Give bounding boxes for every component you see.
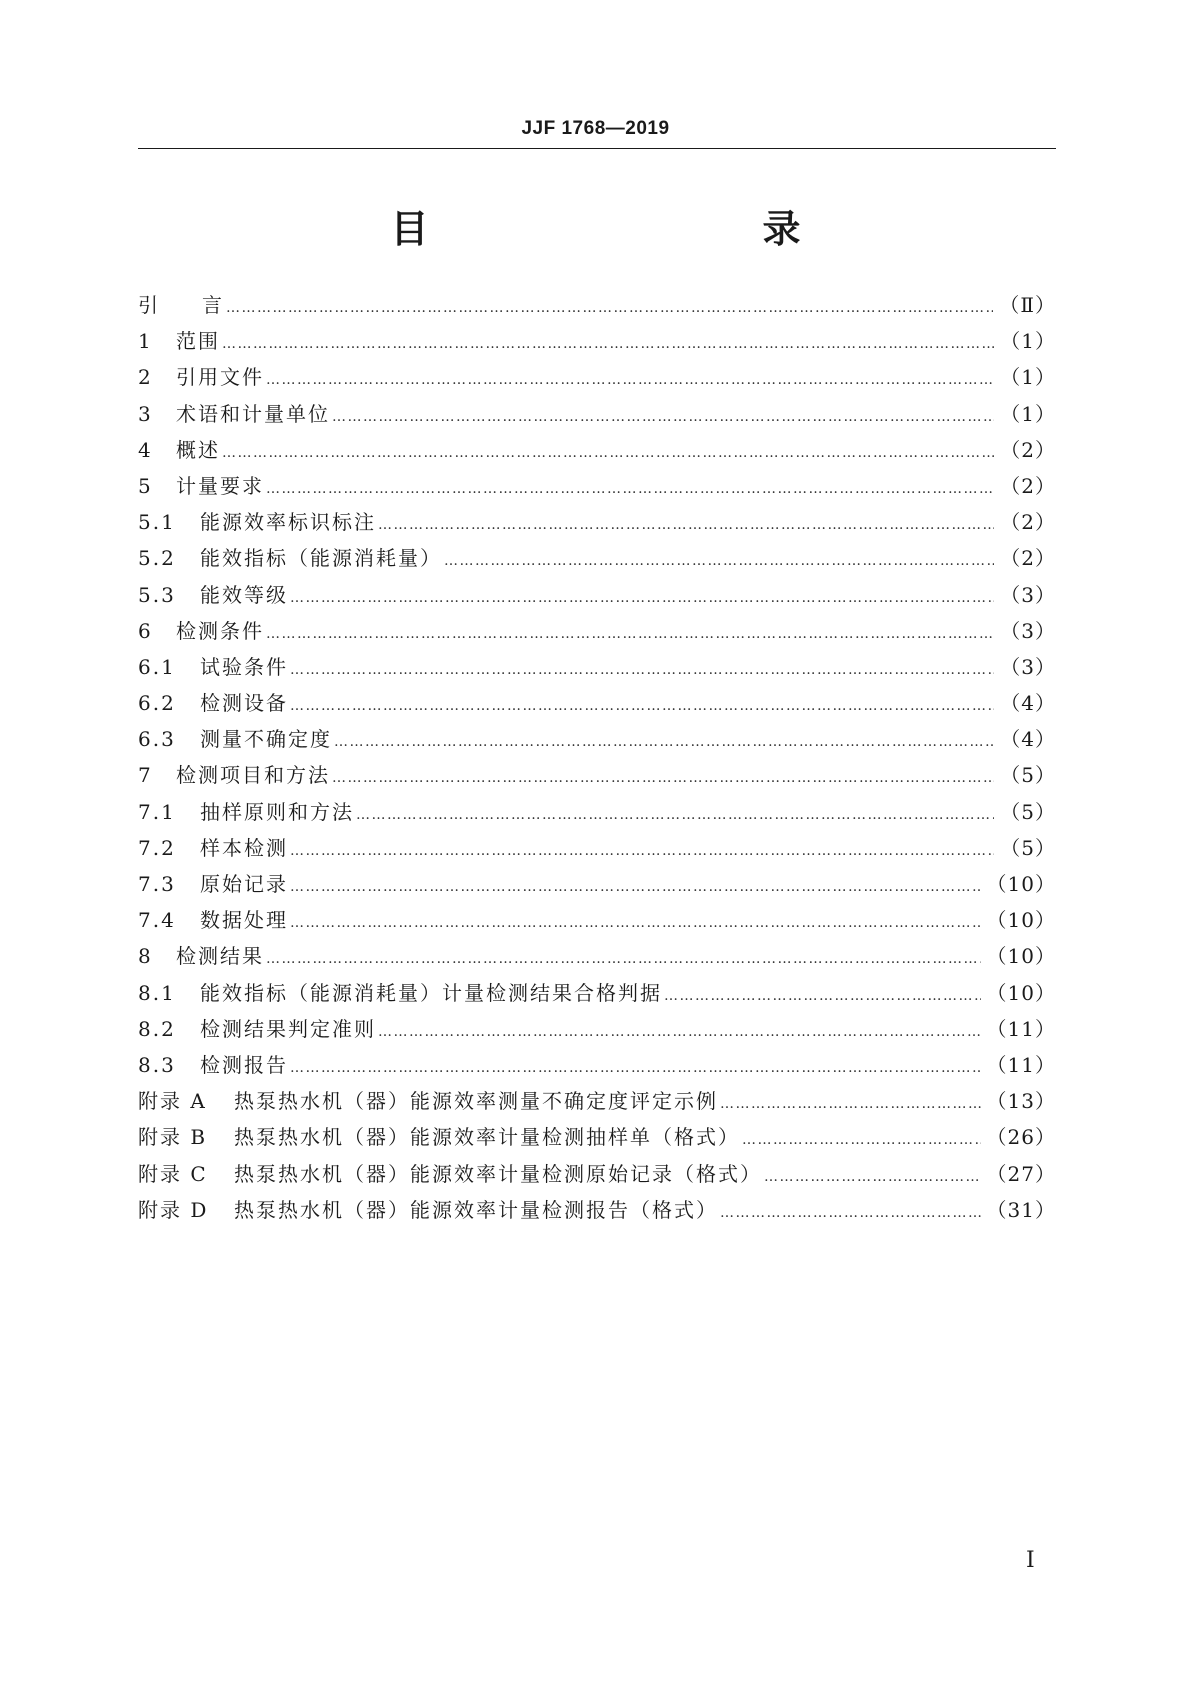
toc-entry-number: 7 <box>138 763 153 788</box>
toc-entry[interactable] <box>138 1119 1056 1155</box>
toc-entry-page: （1） <box>1000 365 1056 390</box>
toc-entry-number: 5.3 <box>138 582 176 607</box>
toc-entry[interactable] <box>138 1083 1056 1119</box>
toc-entry-page: （4） <box>1000 727 1056 752</box>
toc-entry[interactable] <box>138 613 1056 649</box>
toc-entry[interactable] <box>138 794 1056 830</box>
toc-entry-page: （1） <box>1000 329 1056 354</box>
toc-entry-number: 7.1 <box>138 799 176 824</box>
toc-entry-label: 范围 <box>176 329 220 354</box>
toc-dot-leader <box>356 797 994 833</box>
toc-entry-number: 8 <box>138 944 153 969</box>
toc-entry[interactable] <box>138 1011 1056 1047</box>
document-code-header: JJF 1768—2019 <box>521 118 670 139</box>
toc-entry[interactable] <box>138 649 1056 685</box>
toc-entry-label: 计量要求 <box>176 473 264 498</box>
toc-entry-label: 概述 <box>176 437 220 462</box>
toc-dot-leader <box>266 941 981 977</box>
toc-entry-number: 8.3 <box>138 1052 176 1077</box>
toc-entry-label: 热泵热水机（器）能源效率计量检测原始记录（格式） <box>234 1161 762 1186</box>
toc-entry-label: 热泵热水机（器）能源效率测量不确定度评定示例 <box>234 1089 718 1114</box>
toc-entry[interactable] <box>138 504 1056 540</box>
toc-entry-label: 检测结果判定准则 <box>200 1016 376 1041</box>
toc-entry[interactable] <box>138 685 1056 721</box>
toc-dot-leader <box>222 326 994 362</box>
toc-dot-leader <box>290 652 994 688</box>
toc-dot-leader <box>290 869 981 905</box>
toc-entry-label: 抽样原则和方法 <box>200 799 354 824</box>
toc-entry-number: 4 <box>138 437 153 462</box>
toc-dot-leader <box>332 760 994 796</box>
toc-entry[interactable] <box>138 938 1056 974</box>
toc-entry[interactable] <box>138 902 1056 938</box>
toc-entry-number: 7.4 <box>138 908 176 933</box>
toc-entry[interactable] <box>138 1192 1056 1228</box>
toc-entry-number: 6.3 <box>138 727 176 752</box>
toc-dot-leader <box>266 616 994 652</box>
toc-entry[interactable] <box>138 540 1056 576</box>
toc-dot-leader <box>290 905 981 941</box>
toc-entry-page: （5） <box>1000 799 1056 824</box>
toc-dot-leader <box>266 362 994 398</box>
toc-entry-page: （11） <box>986 1052 1056 1077</box>
toc-entry-label: 样本检测 <box>200 835 288 860</box>
toc-entry-label: 检测条件 <box>176 618 264 643</box>
toc-entry-label: 试验条件 <box>200 654 288 679</box>
toc-entry-label: 测量不确定度 <box>200 727 332 752</box>
toc-entry-label: 引用文件 <box>176 365 264 390</box>
toc-entry-page: （10） <box>986 872 1056 896</box>
toc-entry-number: 5.1 <box>138 510 176 535</box>
toc-dot-leader <box>378 507 994 543</box>
toc-entry[interactable] <box>138 287 1056 323</box>
toc-entry-number: 8.2 <box>138 1016 176 1041</box>
toc-dot-leader <box>290 580 994 616</box>
toc-entry-page: （5） <box>1000 835 1056 860</box>
toc-entry[interactable] <box>138 359 1056 395</box>
toc-entry-number: 7.2 <box>138 835 176 860</box>
toc-entry-page: （31） <box>986 1197 1056 1222</box>
toc-dot-leader <box>332 399 994 435</box>
toc-entry-page: （Ⅱ） <box>999 293 1056 317</box>
toc-dot-leader <box>222 435 994 471</box>
toc-entry[interactable] <box>138 577 1056 613</box>
toc-entry-page: （2） <box>1000 437 1056 462</box>
toc-entry[interactable] <box>138 1047 1056 1083</box>
toc-entry-page: （26） <box>986 1125 1056 1150</box>
toc-entry-page: （3） <box>1000 618 1056 643</box>
toc-entry-label: 能效指标（能源消耗量） <box>200 546 442 571</box>
toc-entry-number: 附录 C <box>138 1161 208 1186</box>
toc-entry-label: 检测设备 <box>200 691 288 716</box>
toc-dot-leader <box>720 1195 981 1231</box>
toc-entry-number: 附录 D <box>138 1197 209 1222</box>
toc-dot-leader <box>226 290 993 326</box>
toc-entry[interactable] <box>138 721 1056 757</box>
toc-entry-number: 8.1 <box>138 980 176 1005</box>
toc-entry-label: 术语和计量单位 <box>176 401 330 426</box>
toc-entry-number: 5.2 <box>138 546 176 571</box>
toc-entry-page: （13） <box>986 1089 1056 1114</box>
toc-entry-label: 热泵热水机（器）能源效率计量检测抽样单（格式） <box>234 1125 740 1150</box>
toc-entry-label: 原始记录 <box>200 872 288 896</box>
toc-dot-leader <box>378 1014 981 1050</box>
toc-entry[interactable] <box>138 1156 1056 1192</box>
toc-entry-label: 能源效率标识标注 <box>200 510 376 535</box>
toc-entry-label: 检测项目和方法 <box>176 763 330 788</box>
toc-entry-page: （10） <box>986 944 1056 969</box>
toc-dot-leader <box>444 543 994 579</box>
toc-entry-number: 附录 A <box>138 1089 207 1114</box>
toc-entry-label: 能效指标（能源消耗量）计量检测结果合格判据 <box>200 980 662 1005</box>
table-of-contents <box>138 287 1056 1228</box>
page-title: 目 录 <box>390 207 887 251</box>
toc-entry-number: 引 <box>138 293 160 317</box>
toc-entry-number: 3 <box>138 401 153 426</box>
toc-entry-number: 6.2 <box>138 691 176 716</box>
toc-entry-page: （4） <box>1000 691 1056 716</box>
toc-entry-page: （3） <box>1000 654 1056 679</box>
toc-entry-page: （2） <box>1000 473 1056 498</box>
toc-entry-label: 检测结果 <box>176 944 264 969</box>
header-rule <box>138 148 1056 149</box>
toc-entry[interactable] <box>138 830 1056 866</box>
toc-entry-page: （5） <box>1000 763 1056 788</box>
toc-entry-page: （10） <box>986 980 1056 1005</box>
page-number: Ⅰ <box>1026 1548 1035 1573</box>
toc-entry-page: （1） <box>1000 401 1056 426</box>
toc-dot-leader <box>290 833 994 869</box>
toc-entry[interactable] <box>138 866 1056 902</box>
toc-entry-page: （10） <box>986 908 1056 933</box>
toc-entry-page: （2） <box>1000 546 1056 571</box>
toc-entry-page: （3） <box>1000 582 1056 607</box>
toc-dot-leader <box>266 471 994 507</box>
toc-dot-leader <box>334 724 994 760</box>
toc-dot-leader <box>664 978 981 1014</box>
toc-entry[interactable] <box>138 396 1056 432</box>
toc-entry-page: （11） <box>986 1016 1056 1041</box>
toc-entry-number: 附录 B <box>138 1125 208 1150</box>
toc-dot-leader <box>764 1159 981 1195</box>
toc-dot-leader <box>742 1122 981 1158</box>
toc-entry-label: 言 <box>202 293 224 317</box>
toc-dot-leader <box>290 1050 981 1086</box>
toc-entry[interactable] <box>138 975 1056 1011</box>
toc-entry-page: （2） <box>1000 510 1056 535</box>
toc-entry-number: 6 <box>138 618 153 643</box>
toc-entry[interactable] <box>138 757 1056 793</box>
toc-entry[interactable] <box>138 468 1056 504</box>
toc-entry-label: 检测报告 <box>200 1052 288 1077</box>
toc-entry-label: 数据处理 <box>200 908 288 933</box>
toc-entry-label: 能效等级 <box>200 582 288 607</box>
toc-entry-number: 2 <box>138 365 153 390</box>
toc-entry-label: 热泵热水机（器）能源效率计量检测报告（格式） <box>234 1197 718 1222</box>
toc-entry-number: 7.3 <box>138 872 176 896</box>
toc-entry-page: （27） <box>986 1161 1056 1186</box>
toc-entry-number: 1 <box>138 329 153 354</box>
toc-dot-leader <box>290 688 994 724</box>
toc-dot-leader <box>720 1086 981 1122</box>
toc-entry-number: 6.1 <box>138 654 176 679</box>
toc-entry[interactable] <box>138 323 1056 359</box>
toc-entry[interactable] <box>138 432 1056 468</box>
toc-entry-number: 5 <box>138 473 153 498</box>
